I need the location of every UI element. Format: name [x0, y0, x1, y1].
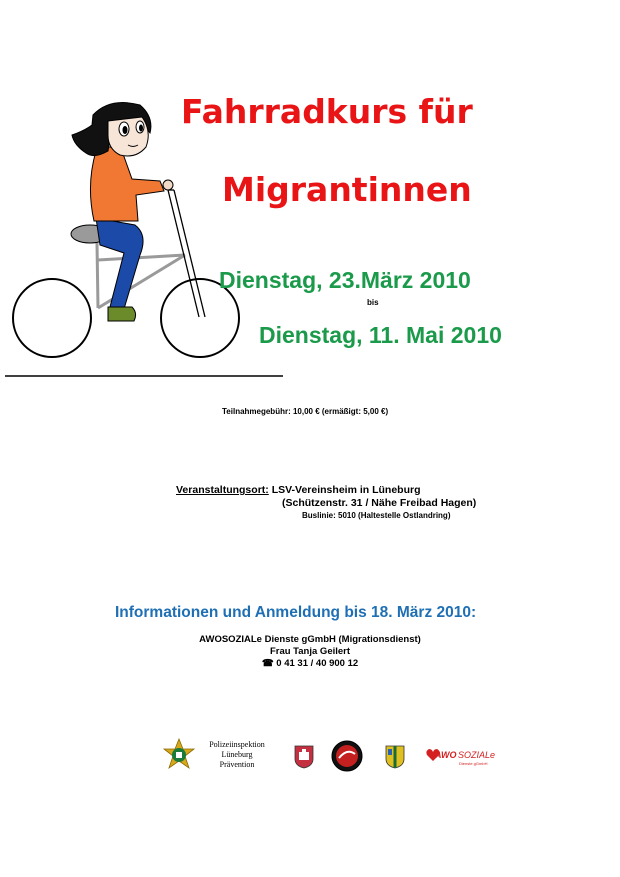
police-star-logo — [162, 738, 196, 772]
venue-label: Veranstaltungsort: — [176, 484, 269, 496]
rider-hand — [163, 180, 173, 190]
rider-pupil-right — [139, 125, 143, 132]
contact-block — [0, 634, 620, 670]
venue-name: LSV-Vereinsheim in Lüneburg — [271, 484, 421, 496]
cyclist-illustration — [0, 95, 300, 385]
title-line-1: Fahrradkurs für — [181, 92, 473, 131]
venue-address: (Schützenstr. 31 / Nähe Freibad Hagen) — [282, 497, 477, 509]
participation-fee: Teilnahmegebühr: 10,00 € (ermäßigt: 5,00 €) — [222, 407, 389, 416]
club-round-logo — [331, 740, 363, 772]
contact-phone-line — [0, 658, 620, 670]
rider-leg — [96, 218, 143, 309]
contact-org: AWOSOZIALe Dienste gGmbH (Migrationsdienst) — [199, 634, 421, 645]
police-text — [197, 740, 277, 770]
venue-line — [176, 484, 420, 496]
police-line-3: Prävention — [219, 760, 255, 769]
phone-icon: ☎ — [261, 658, 274, 669]
awo-brand: AWO — [435, 750, 457, 760]
title-line-2: Migrantinnen — [222, 170, 472, 209]
bike-fork — [168, 190, 205, 317]
rider-shoe — [108, 307, 136, 321]
rider-torso — [90, 147, 164, 221]
awo-logo — [425, 747, 495, 769]
rear-wheel — [13, 279, 91, 357]
contact-phone: 0 41 31 / 40 900 12 — [276, 658, 359, 669]
info-heading: Informationen und Anmeldung bis 18. März 2010: — [115, 604, 477, 621]
district-crest-logo — [385, 745, 405, 769]
rider-pupil-left — [123, 126, 128, 134]
awo-tagline: Dienste gGmbH — [459, 761, 488, 766]
date-separator: bis — [367, 298, 379, 307]
city-crest-logo — [294, 745, 314, 769]
awo-sozial: SOZIALe — [458, 750, 496, 760]
police-line-1: Polizeiinspektion — [209, 740, 265, 749]
start-date: Dienstag, 23.März 2010 — [219, 267, 471, 293]
venue-bus: Buslinie: 5010 (Haltestelle Ostlandring) — [302, 511, 451, 520]
contact-person: Frau Tanja Geilert — [269, 646, 351, 657]
end-date: Dienstag, 11. Mai 2010 — [259, 322, 502, 348]
police-line-2: Lüneburg — [221, 750, 253, 759]
